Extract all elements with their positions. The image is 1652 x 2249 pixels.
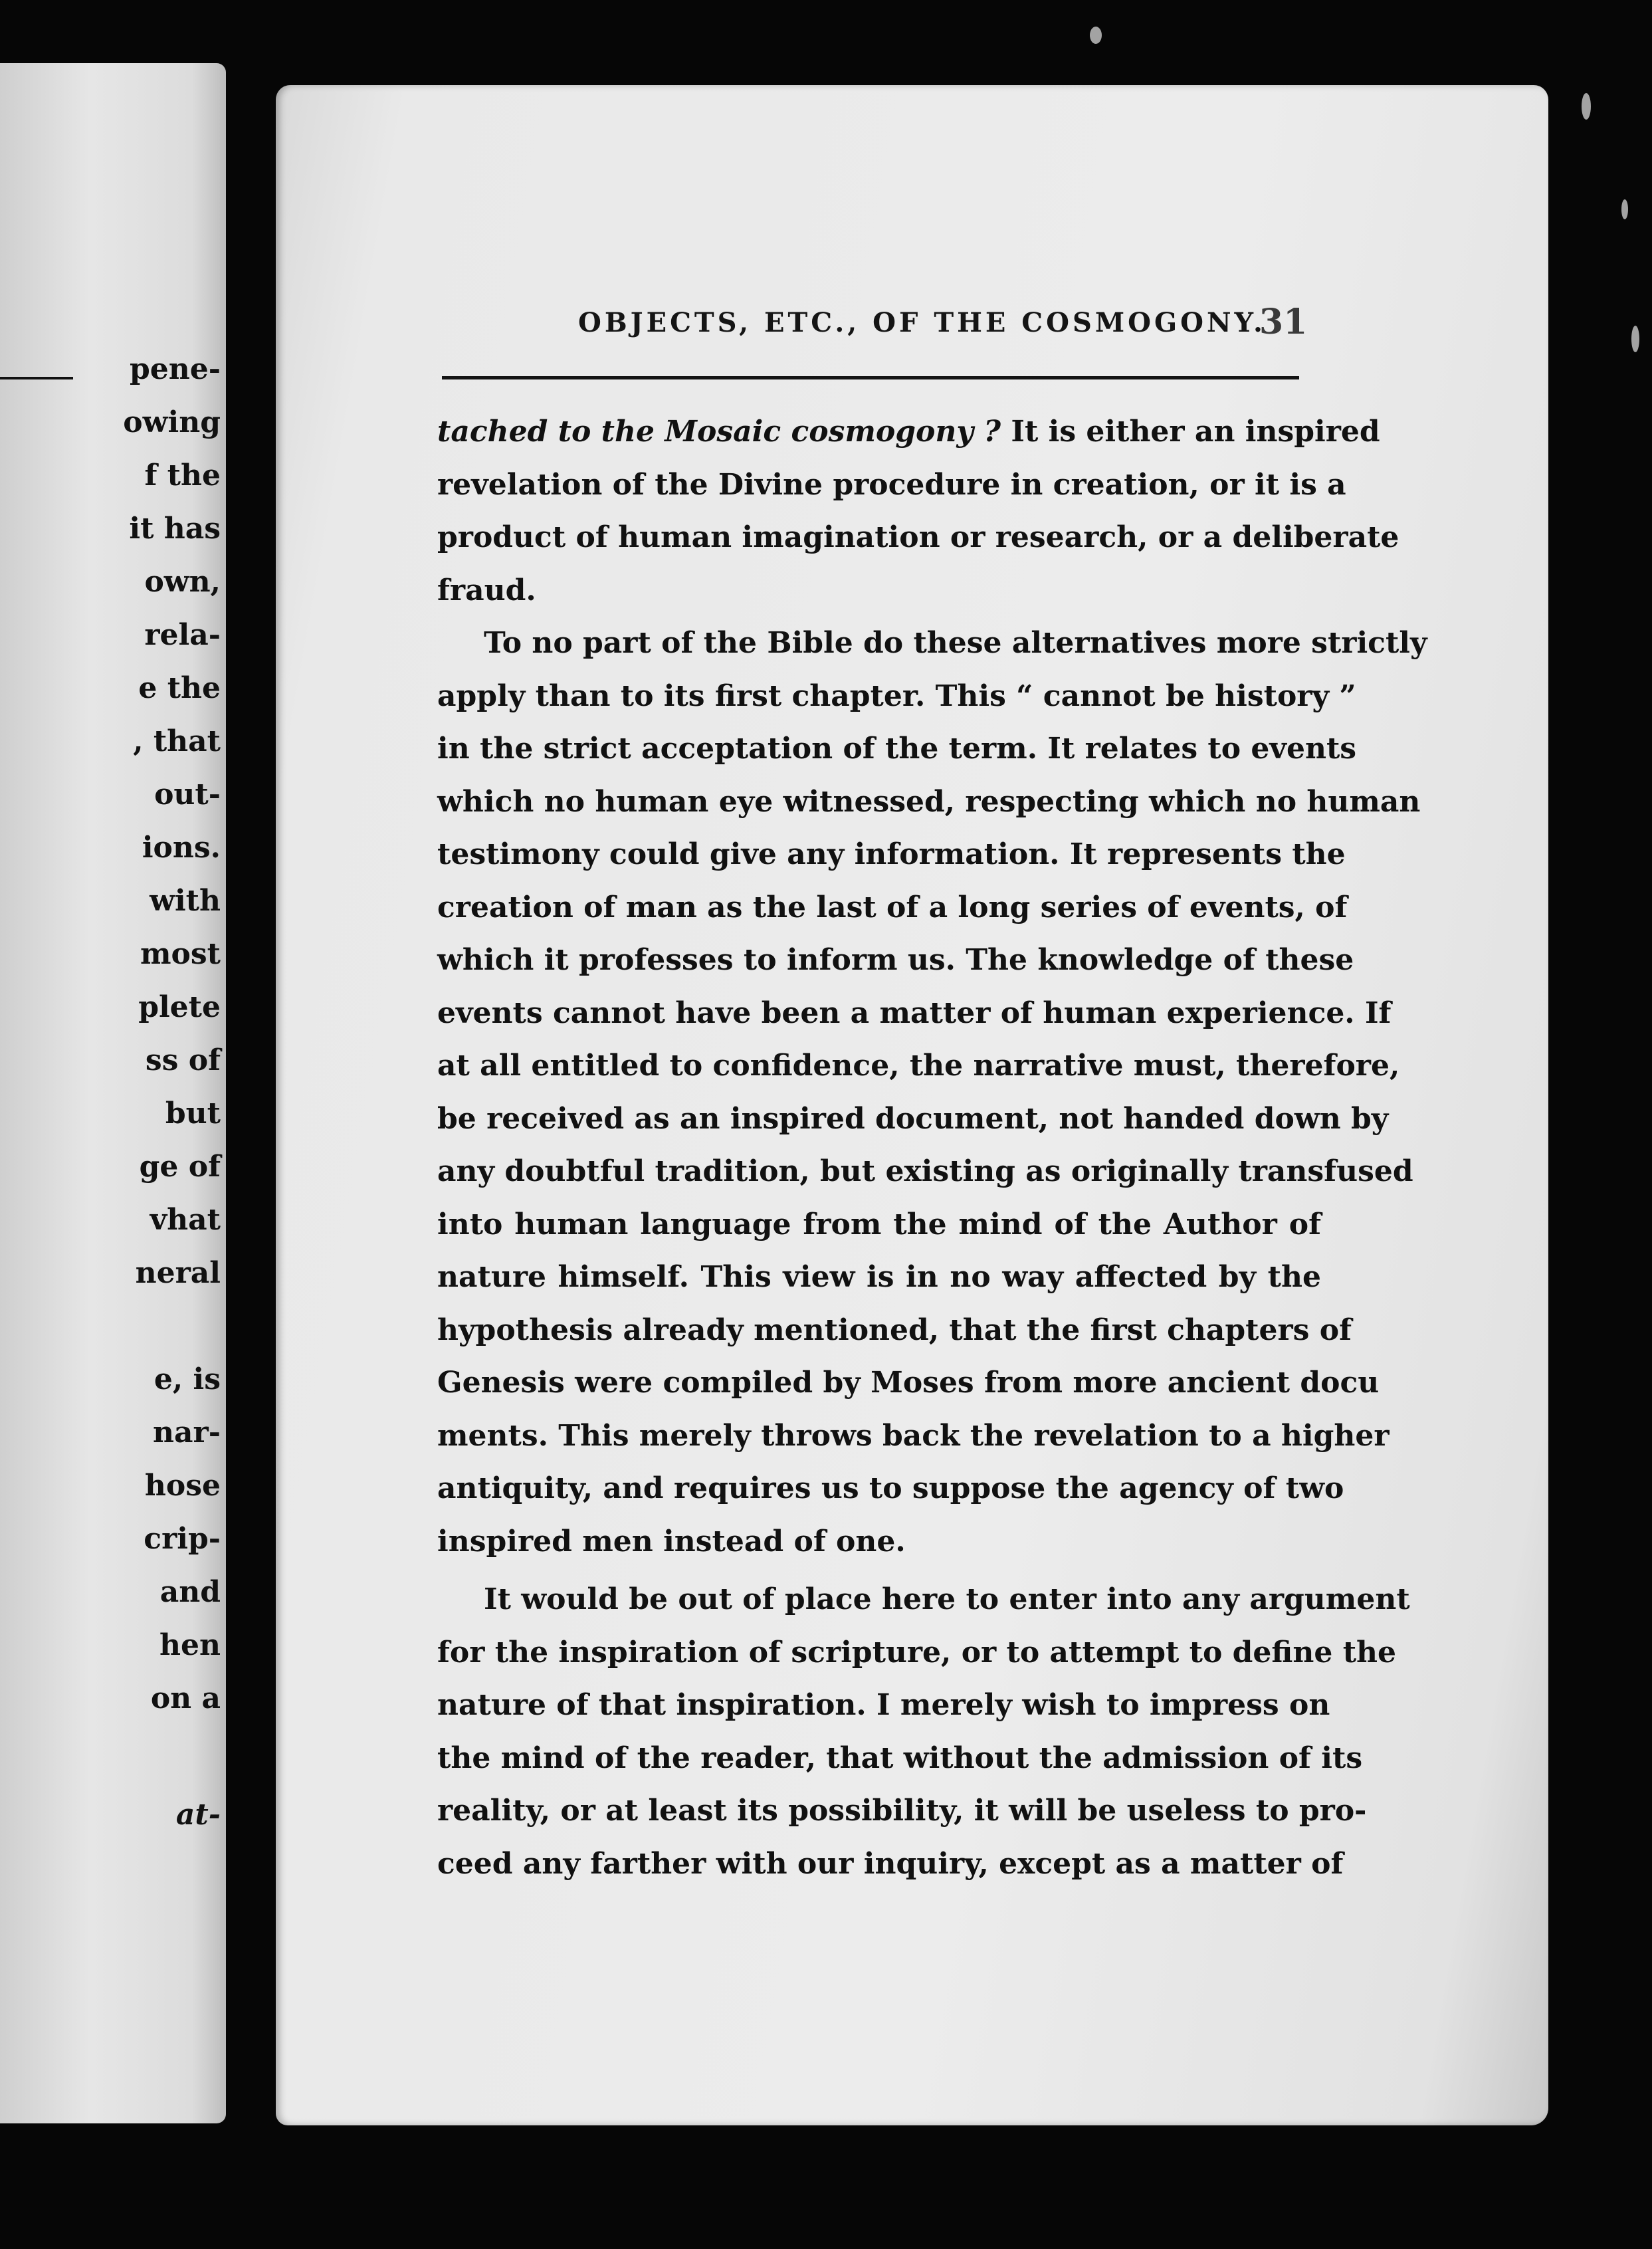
body-line: inspired men instead of one. [437, 1524, 906, 1558]
page-number: 31 [1259, 302, 1308, 342]
left-page-line: plete [138, 990, 221, 1024]
body-line: at all entitled to confidence, the narrative must, therefore, [437, 1049, 1400, 1083]
scan-speck [1631, 326, 1639, 352]
body-line: any doubtful tradition, but existing as originally transfused [437, 1154, 1413, 1188]
left-page-line: out- [154, 778, 221, 811]
left-page-line: ge of [139, 1150, 221, 1184]
body-line: nature of that inspiration. I merely wish to impress on [437, 1688, 1330, 1722]
left-page-line: neral [135, 1256, 221, 1290]
body-line: product of human imagination or research, or a deliberate [437, 520, 1399, 554]
scan-speck [1090, 27, 1102, 44]
body-line: reality, or at least its possibility, it will be useless to pro- [437, 1794, 1367, 1828]
left-page-line: ss of [145, 1043, 221, 1077]
body-line: which it professes to inform us. The knowledge of these [437, 943, 1354, 977]
body-line-text: It is either an inspired [1001, 415, 1380, 449]
body-line: hypothesis already mentioned, that the first chapters of [437, 1313, 1352, 1347]
body-line: nature himself. This view is in no way affected by the [437, 1260, 1321, 1294]
body-line: It would be out of place here to enter into any argument [484, 1582, 1410, 1616]
left-page-line: , that [133, 724, 221, 758]
body-line: ments. This merely throws back the revelation to a higher [437, 1418, 1390, 1453]
body-line: antiquity, and requires us to suppose the agency of two [437, 1471, 1344, 1505]
left-page-line: it has [129, 512, 221, 546]
left-page-line: own, [144, 565, 221, 599]
body-line: into human language from the mind of the Author of [437, 1207, 1321, 1241]
body-line: for the inspiration of scripture, or to attempt to define the [437, 1635, 1396, 1669]
left-page-head-rule [0, 377, 73, 379]
scan-speck [1582, 93, 1591, 120]
left-facing-page [0, 63, 226, 2123]
running-head [0, 302, 1652, 360]
left-page-line: nar- [153, 1416, 221, 1449]
body-line: ceed any farther with our inquiry, except as a matter of [437, 1846, 1344, 1881]
left-page-line: hose [144, 1469, 221, 1503]
left-page-line: ions. [142, 831, 221, 865]
body-line: the mind of the reader, that without the admission of its [437, 1741, 1363, 1775]
left-page-line: owing [123, 405, 221, 439]
left-page-line: hen [159, 1628, 221, 1662]
body-line: testimony could give any information. It represents the [437, 837, 1346, 871]
left-page-line: e, is [154, 1362, 221, 1396]
left-page-line: vhat [150, 1203, 221, 1237]
body-line: fraud. [437, 573, 536, 607]
page-body-text [437, 405, 1427, 1890]
body-line: in the strict acceptation of the term. It relates to events [437, 732, 1357, 766]
left-page-line: most [140, 937, 221, 971]
left-page-line: and [159, 1575, 221, 1609]
scan-speck [1621, 199, 1628, 219]
left-page-line: at- [175, 1798, 221, 1832]
left-page-line: with [150, 884, 221, 918]
left-page-line: e the [138, 671, 221, 705]
running-head-rule [442, 376, 1299, 379]
running-head-title: OBJECTS, ETC., OF THE COSMOGONY. [578, 307, 1266, 338]
body-line: To no part of the Bible do these alternatives more strictly [484, 626, 1427, 660]
left-page-line: but [165, 1097, 221, 1130]
body-line: be received as an inspired document, not handed down by [437, 1101, 1389, 1136]
body-line: Genesis were compiled by Moses from more ancient docu [437, 1366, 1380, 1400]
body-line [437, 405, 1380, 459]
left-page-line: rela- [144, 618, 221, 652]
body-line: which no human eye witnessed, respecting which no human [437, 784, 1421, 819]
left-page-line: f the [144, 459, 221, 492]
body-line: creation of man as the last of a long series of events, of [437, 890, 1348, 924]
left-page-line: pene- [129, 352, 221, 386]
body-line: events cannot have been a matter of human experience. If [437, 996, 1392, 1030]
body-line: apply than to its first chapter. This “ cannot be history ” [437, 679, 1356, 713]
italic-phrase: tached to the Mosaic cosmogony ? [437, 415, 1001, 449]
left-page-line: crip- [144, 1522, 221, 1556]
left-page-line: on a [150, 1681, 221, 1715]
body-line: revelation of the Divine procedure in creation, or it is a [437, 467, 1346, 502]
